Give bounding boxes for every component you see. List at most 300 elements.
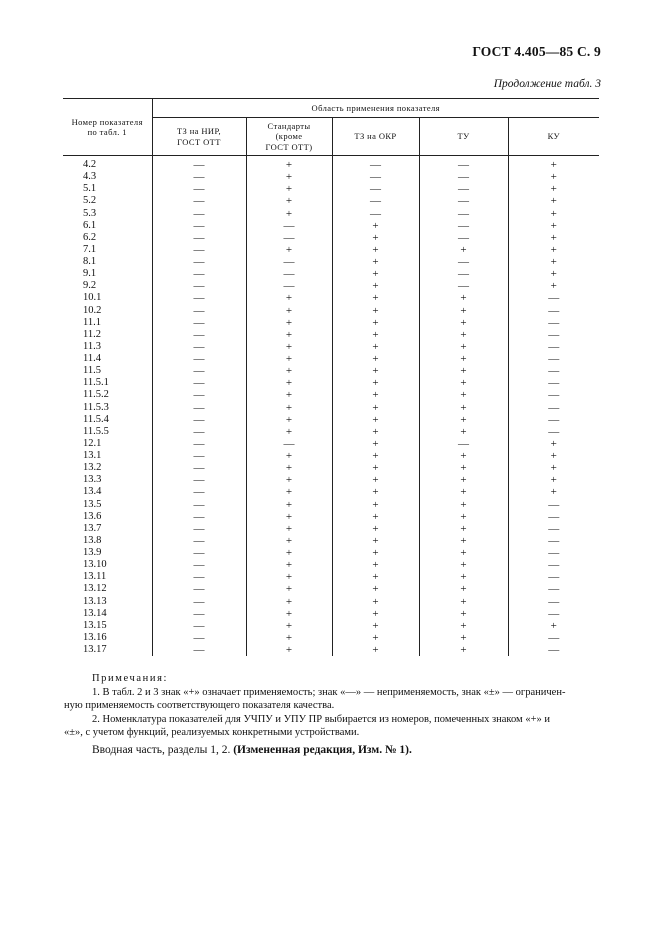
applicability-cell: — [152,156,246,172]
applicability-cell: + [332,474,419,486]
applicability-cell: — [332,195,419,207]
applicability-cell: — [152,414,246,426]
applicability-cell: — [152,644,246,656]
table-row [63,559,599,571]
applicability-cell: — [548,547,560,560]
applicability-cell: + [419,402,508,414]
applicability-cell: + [246,414,332,426]
applicability-cell: — [152,402,246,414]
applicability-cell: + [332,486,419,498]
applicability-cell: + [246,511,332,523]
applicability-cell: + [419,353,508,365]
note-1-line-1: 1. В табл. 2 и 3 знак «+» означает применяемость; знак «—» — неприменяемость, знак «±» — ограничен- [92,686,566,698]
applicability-cell: — [419,256,508,268]
applicability-cell: + [246,305,332,317]
applicability-cell: + [332,292,419,304]
notes-title: Примечания: [92,673,169,684]
table-row [63,317,599,329]
table-body [63,156,599,657]
row-number-cell: 11.5.3 [63,402,152,414]
applicability-cell: — [548,316,560,329]
table-row [63,620,599,632]
applicability-cell: — [548,365,560,378]
applicability-cell: — [152,280,246,292]
applicability-cell: — [419,156,508,172]
applicability-cell: + [419,608,508,620]
applicability-cell: — [152,305,246,317]
applicability-cell: — [548,377,560,390]
row-number-cell: 5.2 [63,195,152,207]
row-number-cell: 13.8 [63,535,152,547]
applicability-cell: + [246,583,332,595]
table-row [63,305,599,317]
applicability-cell: + [419,377,508,389]
applicability-cell: — [548,340,560,353]
applicability-cell: + [550,437,557,450]
row-number-cell: 5.3 [63,208,152,220]
applicability-cell: + [419,329,508,341]
applicability-cell: + [419,426,508,438]
row-number-cell: 10.1 [63,292,152,304]
table-row [63,547,599,559]
row-number-cell: 13.17 [63,644,152,656]
row-number-cell: 11.3 [63,341,152,353]
applicability-cell: — [548,631,560,644]
applicability-cell: — [548,401,560,414]
applicability-cell: — [152,244,246,256]
table-row [63,608,599,620]
amendment-line [92,744,412,756]
applicability-cell: + [246,389,332,401]
applicability-cell: + [332,341,419,353]
applicability-cell: — [548,425,560,438]
applicability-cell: + [419,535,508,547]
applicability-cell: — [419,208,508,220]
applicability-cell: + [246,244,332,256]
applicability-cell: + [419,596,508,608]
applicability-cell: + [419,317,508,329]
applicability-cell: — [548,413,560,426]
applicability-cell: + [332,632,419,644]
table-row [63,377,599,389]
applicability-cell: + [332,256,419,268]
applicability-cell: + [246,377,332,389]
applicability-cell: — [332,183,419,195]
row-number-cell: 13.14 [63,608,152,620]
applicability-cell: + [419,644,508,656]
applicability-cell: — [152,365,246,377]
page-header: ГОСТ 4.405—85 С. 9 [472,44,601,59]
applicability-cell: + [246,171,332,183]
applicability-cell: + [332,523,419,535]
applicability-cell: + [246,535,332,547]
column-header-okr: ТЗ на ОКР [332,118,419,156]
applicability-cell: — [152,232,246,244]
applicability-cell: + [419,474,508,486]
row-number-cell: 13.6 [63,511,152,523]
applicability-cell: + [550,474,557,487]
applicability-cell: + [246,644,332,656]
row-number-cell: 4.2 [63,156,152,172]
note-2-line-1: 2. Номенклатура показателей для УЧПУ и УПУ ПР выбирается из номеров, помеченных знаком «+» и [92,713,550,725]
applicability-cell: + [332,535,419,547]
table-row [63,208,599,220]
applicability-cell: + [246,208,332,220]
amendment-bold: (Измененная редакция, Изм. № 1). [233,744,412,756]
applicability-cell: + [246,317,332,329]
applicability-cell: + [332,244,419,256]
applicability-cell: + [246,353,332,365]
applicability-cell: — [419,438,508,450]
column-header-nir: ТЗ на НИР, ГОСТ ОТТ [152,118,246,156]
applicability-cell: + [419,547,508,559]
applicability-cell: + [419,341,508,353]
applicability-cell: + [332,353,419,365]
applicability-cell: — [548,353,560,366]
note-2-line-2: «±», с учетом функций, реализуемых конкретными устройствами. [64,727,360,738]
row-number-cell: 13.1 [63,450,152,462]
applicability-cell: — [152,195,246,207]
applicability-cell: — [246,220,332,232]
row-number-header: Номер показателя по табл. 1 [63,99,152,156]
applicability-cell: + [419,523,508,535]
applicability-cell: — [419,232,508,244]
row-number-cell: 13.12 [63,583,152,595]
table-row [63,402,599,414]
applicability-cell: — [152,596,246,608]
applicability-cell: + [332,571,419,583]
table-row [63,195,599,207]
table-row [63,511,599,523]
table-row [63,156,599,172]
applicability-cell: + [246,195,332,207]
row-number-cell: 9.1 [63,268,152,280]
applicability-cell: — [152,511,246,523]
table-row [63,596,599,608]
row-number-cell: 13.2 [63,462,152,474]
row-number-cell: 7.1 [63,244,152,256]
applicability-cell: + [550,219,557,232]
applicability-cell: + [332,414,419,426]
row-number-cell: 13.16 [63,632,152,644]
applicability-cell: + [550,231,557,244]
applicability-cell: + [332,220,419,232]
applicability-cell: — [548,571,560,584]
applicability-cell: — [152,535,246,547]
applicability-cell: + [246,183,332,195]
applicability-cell: + [419,365,508,377]
applicability-cell: + [332,426,419,438]
applicability-cell: + [550,462,557,475]
applicability-cell: + [550,183,557,196]
applicability-cell: — [548,389,560,402]
applicability-cell: + [246,523,332,535]
applicability-cell: — [246,438,332,450]
row-number-cell: 4.3 [63,171,152,183]
applicability-cell: + [550,280,557,293]
scope-group-header: Область применения показателя [152,99,599,118]
applicability-cell: — [548,304,560,317]
applicability-cell: — [152,220,246,232]
applicability-cell: + [550,450,557,463]
applicability-cell: — [152,389,246,401]
applicability-cell: — [332,171,419,183]
applicability-cell: + [332,450,419,462]
applicability-cell: + [332,365,419,377]
applicability-cell: — [548,534,560,547]
applicability-cell: — [548,607,560,620]
row-number-cell: 13.7 [63,523,152,535]
table-row [63,232,599,244]
table-row [63,644,599,656]
applicability-cell: — [419,171,508,183]
amendment-text: Вводная часть, разделы 1, 2. [92,744,231,756]
applicability-cell: — [152,547,246,559]
applicability-cell: + [550,268,557,281]
applicability-cell: + [332,305,419,317]
applicability-cell: — [152,353,246,365]
applicability-cell: + [419,583,508,595]
row-number-cell: 11.2 [63,329,152,341]
applicability-cell: + [332,583,419,595]
applicability-cell: — [332,208,419,220]
table-row [63,171,599,183]
applicability-cell: + [246,559,332,571]
row-number-cell: 11.5.5 [63,426,152,438]
applicability-cell: — [419,195,508,207]
applicability-cell: — [152,329,246,341]
applicability-cell: + [550,171,557,184]
applicability-cell: — [548,522,560,535]
table-row [63,353,599,365]
applicability-cell: — [332,156,419,172]
applicability-cell: + [332,377,419,389]
applicability-cell: + [550,619,557,632]
applicability-cell: + [419,620,508,632]
applicability-cell: — [419,280,508,292]
applicability-cell: + [332,499,419,511]
applicability-cell: + [246,608,332,620]
applicability-cell: — [152,523,246,535]
applicability-cell: + [419,414,508,426]
applicability-cell: + [419,632,508,644]
applicability-cell: + [332,620,419,632]
table-row [63,535,599,547]
applicability-cell: + [419,244,508,256]
column-header-tu: ТУ [419,118,508,156]
applicability-cell: — [152,171,246,183]
applicability-cell: — [548,292,560,305]
row-number-cell: 13.4 [63,486,152,498]
table-row [63,583,599,595]
row-number-cell: 12.1 [63,438,152,450]
table-row [63,414,599,426]
table-row [63,256,599,268]
table-row [63,329,599,341]
applicability-cell: — [419,220,508,232]
row-number-cell: 13.11 [63,571,152,583]
applicability-cell: + [550,195,557,208]
applicability-cell: + [332,559,419,571]
table-row [63,220,599,232]
applicability-cell: + [332,596,419,608]
table-row [63,292,599,304]
applicability-cell: + [419,559,508,571]
row-number-cell: 13.15 [63,620,152,632]
applicability-cell: — [152,583,246,595]
row-number-cell: 11.5.4 [63,414,152,426]
applicability-cell: — [152,450,246,462]
applicability-cell: + [246,450,332,462]
applicability-cell: + [246,620,332,632]
row-number-cell: 6.1 [63,220,152,232]
table-row [63,571,599,583]
applicability-cell: — [152,426,246,438]
applicability-cell: — [548,595,560,608]
applicability-cell: + [419,389,508,401]
row-number-cell: 5.1 [63,183,152,195]
table-row [63,486,599,498]
applicability-cell: — [152,317,246,329]
applicability-cell: + [332,438,419,450]
applicability-cell: — [246,280,332,292]
applicability-cell: + [419,511,508,523]
column-header-standards: Стандарты (кроме ГОСТ ОТТ) [246,118,332,156]
applicability-cell: + [332,402,419,414]
applicability-cell: + [246,341,332,353]
applicability-cell: — [419,268,508,280]
applicability-cell: — [548,328,560,341]
applicability-cell: — [548,559,560,572]
applicability-cell: — [548,583,560,596]
applicability-cell: — [152,208,246,220]
row-number-cell: 13.3 [63,474,152,486]
table-row [63,280,599,292]
applicability-cell: + [332,329,419,341]
applicability-cell: + [419,292,508,304]
applicability-cell: — [152,268,246,280]
applicability-cell: — [246,256,332,268]
notes-block [64,672,612,740]
applicability-cell: + [332,547,419,559]
applicability-cell: — [152,620,246,632]
applicability-cell: + [419,571,508,583]
applicability-table [63,98,599,656]
applicability-cell: + [332,511,419,523]
applicability-cell: + [332,232,419,244]
applicability-cell: + [246,329,332,341]
applicability-cell: — [246,268,332,280]
applicability-cell: + [246,499,332,511]
applicability-cell: + [332,389,419,401]
row-number-cell: 11.5.1 [63,377,152,389]
note-1-line-2: ную применяемость соответствующего показателя качества. [64,700,335,711]
row-number-cell: 11.5 [63,365,152,377]
applicability-cell: — [152,183,246,195]
applicability-cell: + [246,632,332,644]
applicability-cell: + [246,402,332,414]
applicability-cell: — [246,232,332,244]
applicability-cell: + [419,486,508,498]
applicability-cell: + [419,305,508,317]
applicability-cell: + [332,462,419,474]
applicability-cell: — [152,462,246,474]
row-number-cell: 11.5.2 [63,389,152,401]
applicability-cell: + [550,256,557,269]
table-continued-caption: Продолжение табл. 3 [493,78,601,90]
table-row [63,389,599,401]
table-row [63,499,599,511]
applicability-cell: + [550,243,557,256]
table-row [63,523,599,535]
applicability-cell: + [246,426,332,438]
row-number-cell: 11.1 [63,317,152,329]
applicability-cell: + [332,608,419,620]
applicability-cell: + [246,486,332,498]
applicability-cell: + [246,474,332,486]
applicability-cell: + [246,571,332,583]
applicability-cell: + [550,207,557,220]
applicability-cell: + [419,499,508,511]
applicability-cell: — [152,499,246,511]
applicability-cell: — [152,608,246,620]
applicability-cell: — [152,571,246,583]
table-row [63,365,599,377]
applicability-cell: + [419,462,508,474]
applicability-cell: + [419,450,508,462]
table-row [63,474,599,486]
table-row [63,341,599,353]
row-number-cell: 10.2 [63,305,152,317]
row-number-cell: 13.9 [63,547,152,559]
applicability-cell: + [246,365,332,377]
table-row [63,183,599,195]
applicability-cell: + [332,644,419,656]
applicability-cell: — [152,474,246,486]
table-row [63,450,599,462]
applicability-cell: — [152,438,246,450]
applicability-cell: — [548,644,560,657]
row-number-cell: 11.4 [63,353,152,365]
row-number-cell: 6.2 [63,232,152,244]
applicability-cell: + [332,268,419,280]
applicability-cell: + [246,156,332,172]
table-row [63,462,599,474]
applicability-cell: + [246,547,332,559]
applicability-cell: — [152,292,246,304]
table-row [63,244,599,256]
table-row [63,438,599,450]
applicability-cell: + [550,159,557,172]
applicability-cell: + [246,462,332,474]
row-number-cell: 13.13 [63,596,152,608]
table-row [63,632,599,644]
applicability-cell: — [152,632,246,644]
applicability-cell: + [332,317,419,329]
row-number-cell: 8.1 [63,256,152,268]
applicability-cell: — [152,256,246,268]
applicability-cell: + [246,292,332,304]
applicability-cell: — [548,510,560,523]
table-row [63,426,599,438]
row-number-cell: 13.5 [63,499,152,511]
applicability-cell: — [548,498,560,511]
applicability-cell: — [419,183,508,195]
column-header-ku: КУ [508,118,599,156]
applicability-cell: + [332,280,419,292]
applicability-cell: — [152,341,246,353]
row-number-cell: 9.2 [63,280,152,292]
